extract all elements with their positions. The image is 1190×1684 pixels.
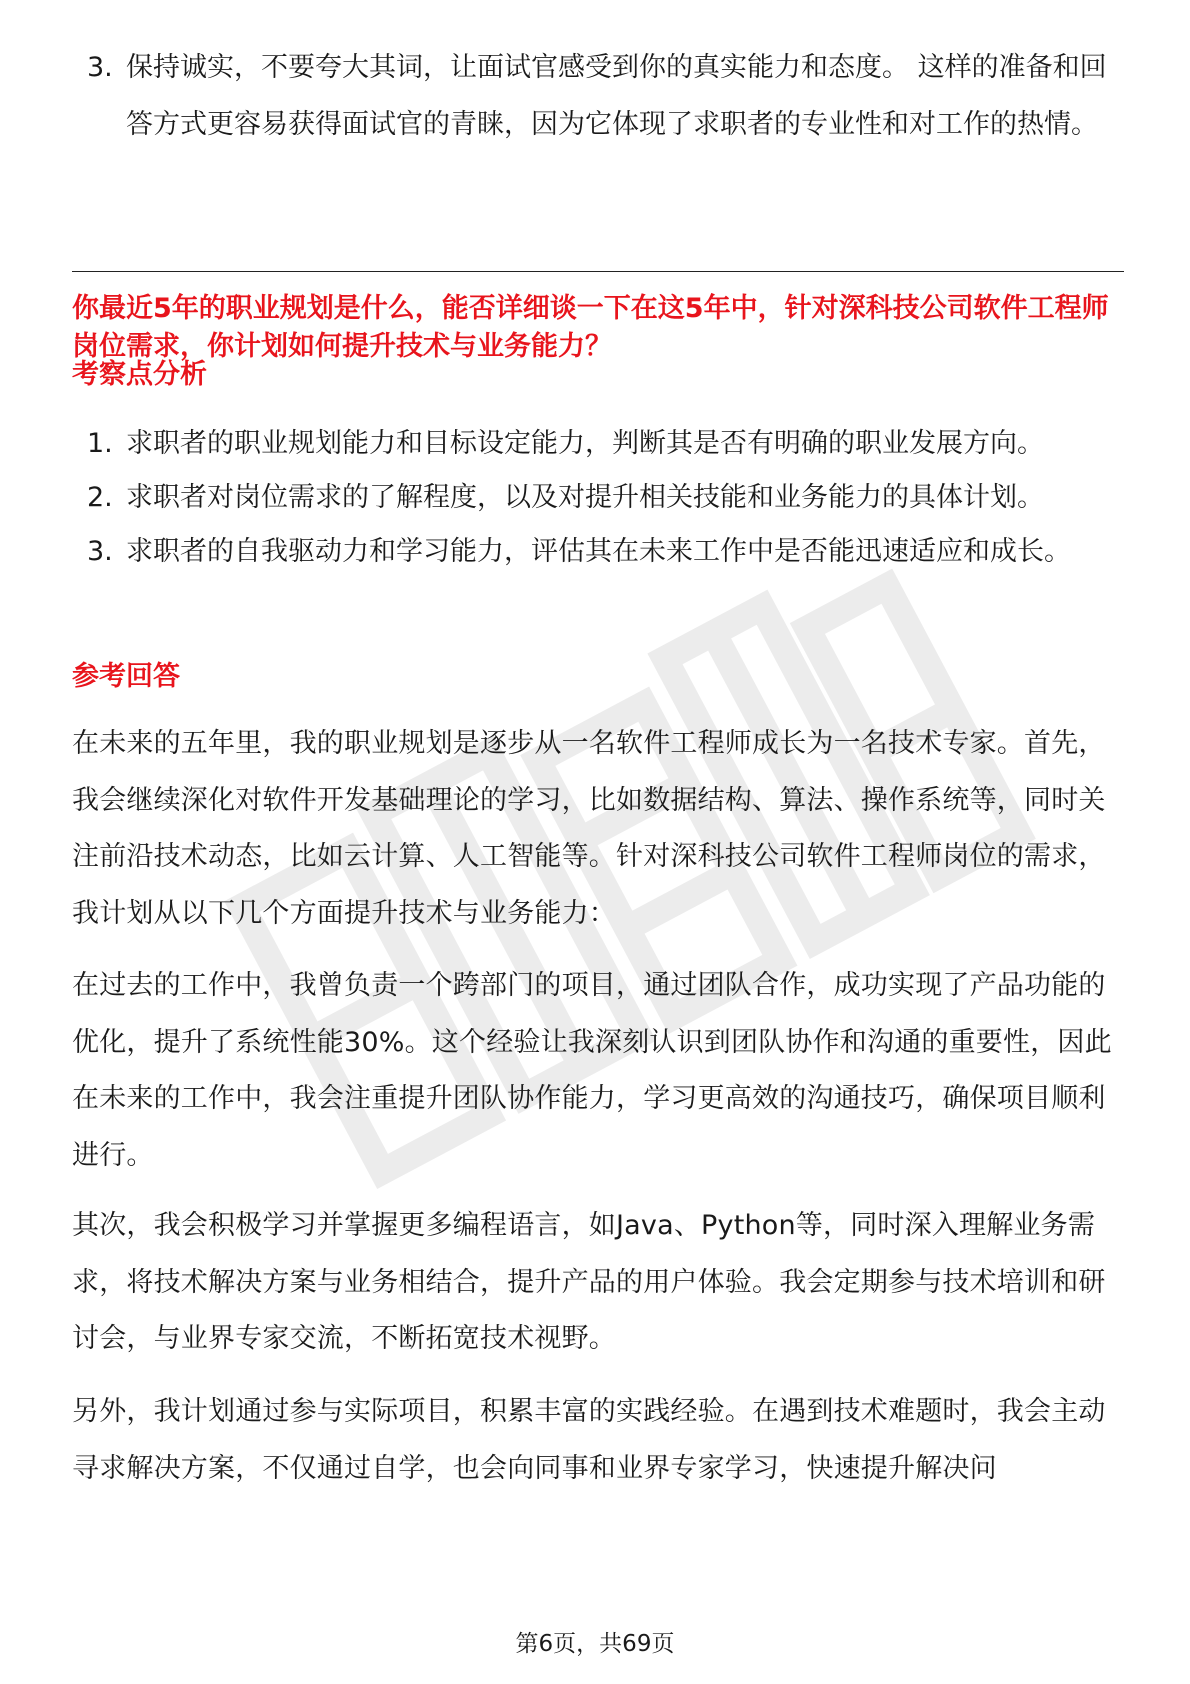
answer-paragraph-4: 另外，我计划通过参与实际项目，积累丰富的实践经验。在遇到技术难题时，我会主动寻求解决方案，不仅通过自学，也会向同事和业界专家学习，快速提升解决问 bbox=[72, 1396, 1106, 1484]
answer-paragraph-3: 其次，我会积极学习并掌握更多编程语言，如Java、Python等，同时深入理解业务需求，将技术解决方案与业务相结合，提升产品的用户体验。我会定期参与技术培训和研讨会，与业界专家交流，不断拓宽技术视野。 bbox=[72, 1210, 1106, 1354]
answer-heading: 参考回答 bbox=[72, 661, 180, 692]
analysis-item-2 bbox=[72, 470, 1122, 527]
analysis-item-1 bbox=[72, 416, 1122, 473]
list-item-text: 保持诚实，不要夸大其词，让面试官感受到你的真实能力和态度。 这样的准备和回答方式更容易获得面试官的青睐，因为它体现了求职者的专业性和对工作的热情。 bbox=[126, 52, 1107, 140]
list-number: 2. bbox=[87, 482, 113, 513]
answer-paragraph-2: 在过去的工作中，我曾负责一个跨部门的项目，通过团队合作，成功实现了产品功能的优化，提升了系统性能30%。这个经验让我深刻认识到团队协作和沟通的重要性，因此在未来的工作中，我会注重提升团队协作能力，学习更高效的沟通技巧，确保项目顺利进行。 bbox=[72, 970, 1112, 1171]
list-item-text: 求职者对岗位需求的了解程度，以及对提升相关技能和业务能力的具体计划。 bbox=[126, 482, 1044, 513]
answer-paragraph-1: 在未来的五年里，我的职业规划是逐步从一名软件工程师成长为一名技术专家。首先，我会继续深化对软件开发基础理论的学习，比如数据结构、算法、操作系统等，同时关注前沿技术动态，比如云计算、人工智能等。针对深科技公司软件工程师岗位的需求，我计划从以下几个方面提升技术与业务能力： bbox=[72, 728, 1106, 929]
page-footer: 第6页，共69页 bbox=[515, 1631, 675, 1657]
section-divider bbox=[72, 271, 1124, 272]
list-number: 1. bbox=[87, 428, 113, 459]
analysis-item-3 bbox=[72, 524, 1122, 581]
interview-question: 你最近5年的职业规划是什么，能否详细谈一下在这5年中，针对深科技公司软件工程师岗位需求，你计划如何提升技术与业务能力？ bbox=[72, 293, 1109, 362]
list-item-text: 求职者的职业规划能力和目标设定能力，判断其是否有明确的职业发展方向。 bbox=[126, 428, 1044, 459]
list-number: 3. bbox=[87, 52, 113, 83]
analysis-heading: 考察点分析 bbox=[72, 359, 207, 390]
continued-list-item bbox=[72, 40, 1122, 153]
list-item-text: 求职者的自我驱动力和学习能力，评估其在未来工作中是否能迅速适应和成长。 bbox=[126, 536, 1071, 567]
list-number: 3. bbox=[87, 536, 113, 567]
